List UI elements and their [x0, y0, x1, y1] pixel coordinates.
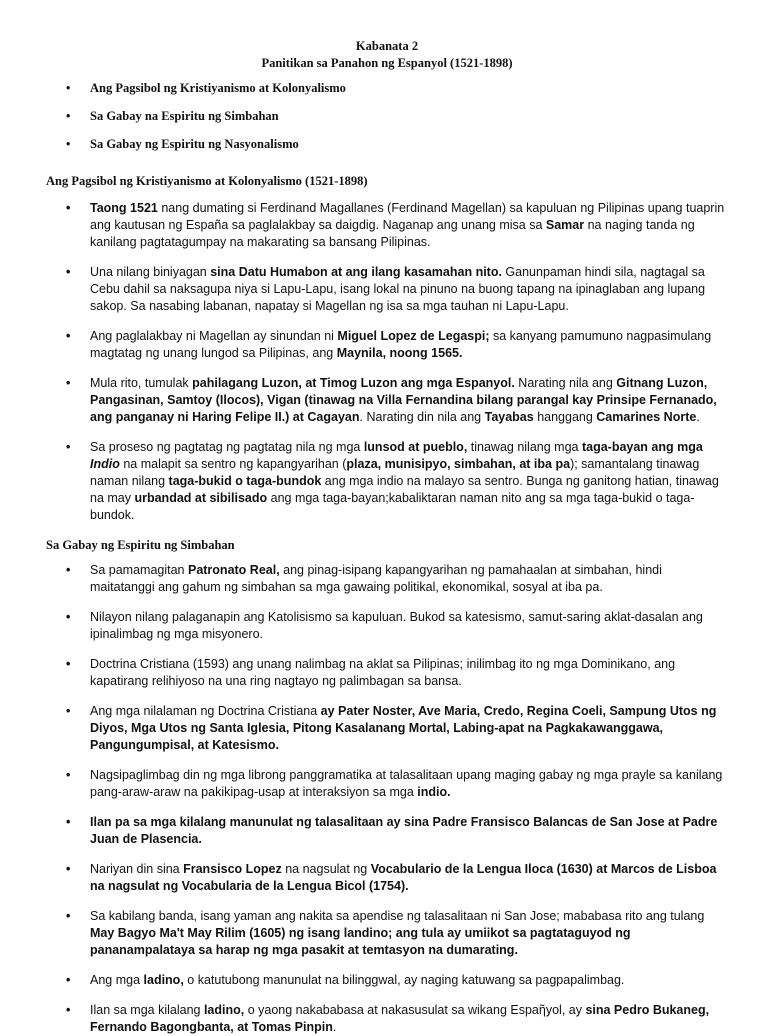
section-simbahan-list [46, 562, 728, 1036]
emphasis-text: Taong 1521 [90, 201, 158, 215]
emphasis-text: urbandad at sibilisado [134, 491, 268, 505]
emphasis-text: sina Pedro Bukaneg, Fernando Bagongbanta, at Tomas Pinpin [90, 1003, 710, 1034]
bullet-icon: • [66, 973, 71, 987]
emphasis-text: Fransisco Lopez [183, 862, 282, 876]
bullet-item [46, 814, 728, 848]
bullet-icon: • [66, 109, 71, 123]
emphasis-text: ladino, [203, 1003, 245, 1017]
bullet-icon: • [66, 201, 71, 215]
topic-item [46, 108, 728, 125]
body-text: Una nilang biniyagan [90, 265, 211, 279]
bullet-item [46, 200, 728, 251]
bullet-icon: • [66, 815, 71, 829]
bullet-icon: • [66, 704, 71, 718]
topic-item [46, 80, 728, 97]
emphasis-text: pahilagang Luzon, at Timog Luzon ang mga Espanyol. [192, 376, 515, 390]
emphasis-text: Gitnang Luzon, Pangasinan, Samtoy (Ilocos), Vigan (tinawag na Villa Fernandina bilang parangal kay Prinsipe Fernanado, ang panganay ni Haring Felipe II.) at Cagayan [90, 376, 717, 424]
bullet-item [46, 375, 728, 426]
emphasis-text: Tayabas [484, 410, 534, 424]
body-text: na malapit sa sentro ng kapangyarihan ( [119, 457, 347, 471]
bullet-icon: • [66, 440, 71, 454]
body-text: tinawag nilang mga [467, 440, 582, 454]
emphasis-text: Camarines Norte [596, 410, 697, 424]
bullet-item [46, 767, 728, 801]
body-text: Nilayon nilang palaganapin ang Katolisismo sa kapuluan. Bukod sa katesismo, samut-saring aklat-dasalan ang ipinalimbag ng mga misyonero. [90, 610, 703, 641]
bullet-item [46, 264, 728, 315]
topic-list [46, 80, 728, 153]
emphasis-text: taga-bukid o taga-bundok [168, 474, 322, 488]
body-text: Ganunpaman hindi sila, nagtagal sa Cebu dahil sa naksagupa niya si Lapu-Lapu, isang lokal na pinuno na buong tapang na ipinaglaban ang lupang sakop. Sa nasabing labanan, napatay si Magellan ng isa sa mga tauhan ni Lapu-Lapu. [90, 265, 706, 313]
body-text: sa kanyang pamumuno nagpasimulang magtatag ng unang lungod sa Pilipinas, ang [90, 329, 712, 360]
bullet-item [46, 861, 728, 895]
emphasis-text: taga-bayan ang mga [581, 440, 703, 454]
body-text: Nariyan din sina [90, 862, 184, 876]
bullet-icon: • [66, 610, 71, 624]
bullet-item [46, 972, 728, 989]
body-text: Mula rito, tumulak [90, 376, 193, 390]
topic-text: Sa Gabay ng Espiritu ng Nasyonalismo [90, 137, 299, 151]
emphasis-text: Miguel Lopez de Legaspi; [337, 329, 490, 343]
emphasis-text: Maynila, noong 1565. [336, 346, 463, 360]
body-text: ang pinag-isipang kapangyarihan ng pamahaalan at simbahan, hindi maitatanggi ang gahum ng simbahan sa mga gawaing politikal, ekonomikal, sosyal at iba pa. [90, 563, 662, 594]
body-text: Sa proseso ng pagtatag ng pagtatag nila ng mga [90, 440, 364, 454]
bullet-icon: • [66, 563, 71, 577]
emphasis-text: Samar [545, 218, 585, 232]
topic-item [46, 136, 728, 153]
chapter-label: Kabanata 2 [355, 39, 419, 53]
bullet-item [46, 328, 728, 362]
body-text: o katutubong manunulat na bilinggwal, ay naging katuwang sa pagpapalimbag. [183, 973, 625, 987]
emphasis-text: Indio [90, 457, 120, 471]
bullet-item [46, 609, 728, 643]
emphasis-text: Patronato Real, [187, 563, 280, 577]
body-text: Sa kabilang banda, isang yaman ang nakita sa apendise ng talasalitaan ni San Jose; mababasa rito ang tulang [90, 909, 705, 923]
bullet-item [46, 908, 728, 959]
body-text: Nagsipaglimbag din ng mga librong panggramatika at talasalitaan upang maging gabay ng mga prayle sa kanilang pang-araw-araw na pakikipag-usap at interaksiyon sa mga [90, 768, 723, 799]
body-text: nang dumating si Ferdinand Magallanes (Ferdinand Magellan) sa kapuluan ng Pilipinas upang tuaprin ang kautusan ng España sa paglalakbay sa daigdig. Naganap ang unang misa sa [90, 201, 725, 232]
bullet-item [46, 439, 728, 524]
body-text: Ang mga [90, 973, 144, 987]
bullet-icon: • [66, 1003, 71, 1017]
emphasis-text: Ilan pa sa mga kilalang manunulat ng talasalitaan ay sina Padre Fransisco Balancas de San Jose at Padre Juan de Plasencia. [90, 815, 718, 846]
bullet-icon: • [66, 329, 71, 343]
body-text: na naging tanda ng kanilang pagtatagumpay na makarating sa bansang Pilipinas. [90, 218, 695, 249]
body-text: ); samantalang tinawag naman nilang [90, 457, 700, 488]
body-text: ang mga indio na malayo sa sentro. Bunga ng ganitong hatian, tinawag na may [90, 474, 719, 505]
topic-text: Ang Pagsibol ng Kristiyanismo at Kolonyalismo [90, 81, 346, 95]
body-text: Doctrina Cristiana (1593) ang unang nalimbag na aklat sa Pilipinas; inilimbag ito ng mga Dominikano, ang kapatirang relihiyoso na una ring nagtayo ng palimbagan sa bansa. [90, 657, 676, 688]
emphasis-text: plaza, munisipyo, simbahan, at iba pa [346, 457, 571, 471]
emphasis-text: ladino, [143, 973, 184, 987]
topic-text: Sa Gabay na Espiritu ng Simbahan [90, 109, 279, 123]
bullet-icon: • [66, 376, 71, 390]
bullet-item [46, 1002, 728, 1036]
emphasis-text: indio. [417, 785, 451, 799]
section-heading-simbahan: Sa Gabay ng Espiritu ng Simbahan [46, 538, 235, 552]
emphasis-text: lunsod at pueblo, [363, 440, 468, 454]
body-text: Ang mga nilalaman ng Doctrina Cristiana [90, 704, 321, 718]
bullet-icon: • [66, 862, 71, 876]
bullet-icon: • [66, 657, 71, 671]
bullet-icon: • [66, 137, 71, 151]
emphasis-text: May Bagyo Ma't May Rilim (1605) ng isang landino; ang tula ay umiikot sa pagtataguyod ng pananampalataya sa harap ng mga pasakit at temtasyon na dumarating. [90, 926, 631, 957]
body-text: Ang paglalakbay ni Magellan ay sinundan ni [90, 329, 338, 343]
body-text: na nagsulat ng [281, 862, 371, 876]
body-text: . [332, 1020, 337, 1034]
page-title: Panitikan sa Panahon ng Espanyol (1521-1898) [261, 56, 513, 70]
bullet-icon: • [66, 768, 71, 782]
body-text: Sa pamamagitan [90, 563, 188, 577]
body-text: Ilan sa mga kilalang [90, 1003, 204, 1017]
body-text: Narating nila ang [514, 376, 617, 390]
section-heading-kristiyanismo: Ang Pagsibol ng Kristiyanismo at Kolonyalismo (1521-1898) [46, 174, 368, 188]
section-kristiyanismo-list [46, 200, 728, 524]
bullet-item [46, 656, 728, 690]
bullet-item [46, 703, 728, 754]
emphasis-text: ay Pater Noster, Ave Maria, Credo, Regina Coeli, Sampung Utos ng Diyos, Mga Utos ng Santa Iglesia, Pitong Kasalanang Mortal, Labing-apat na Pagkakawanggawa, Pangungumpisal, at Katesismo. [90, 704, 717, 752]
body-text: . Narating din nila ang [359, 410, 485, 424]
body-text: hanggang [533, 410, 597, 424]
body-text: . [696, 410, 700, 424]
bullet-item [46, 562, 728, 596]
body-text: ang mga taga-bayan;kabaliktaran naman nito ang sa mga taga-bukid o taga-bundok. [90, 491, 695, 522]
bullet-icon: • [66, 265, 71, 279]
emphasis-text: Vocabulario de la Lengua Iloca (1630) at Marcos de Lisboa na nagsulat ng Vocabularia de la Lengua Bicol (1754). [90, 862, 717, 893]
emphasis-text: sina Datu Humabon at ang ilang kasamahan nito. [210, 265, 502, 279]
body-text: o yaong nakababasa at nakasusulat sa wikang Espaῆyol, ay [244, 1003, 586, 1017]
bullet-icon: • [66, 909, 71, 923]
bullet-icon: • [66, 81, 71, 95]
